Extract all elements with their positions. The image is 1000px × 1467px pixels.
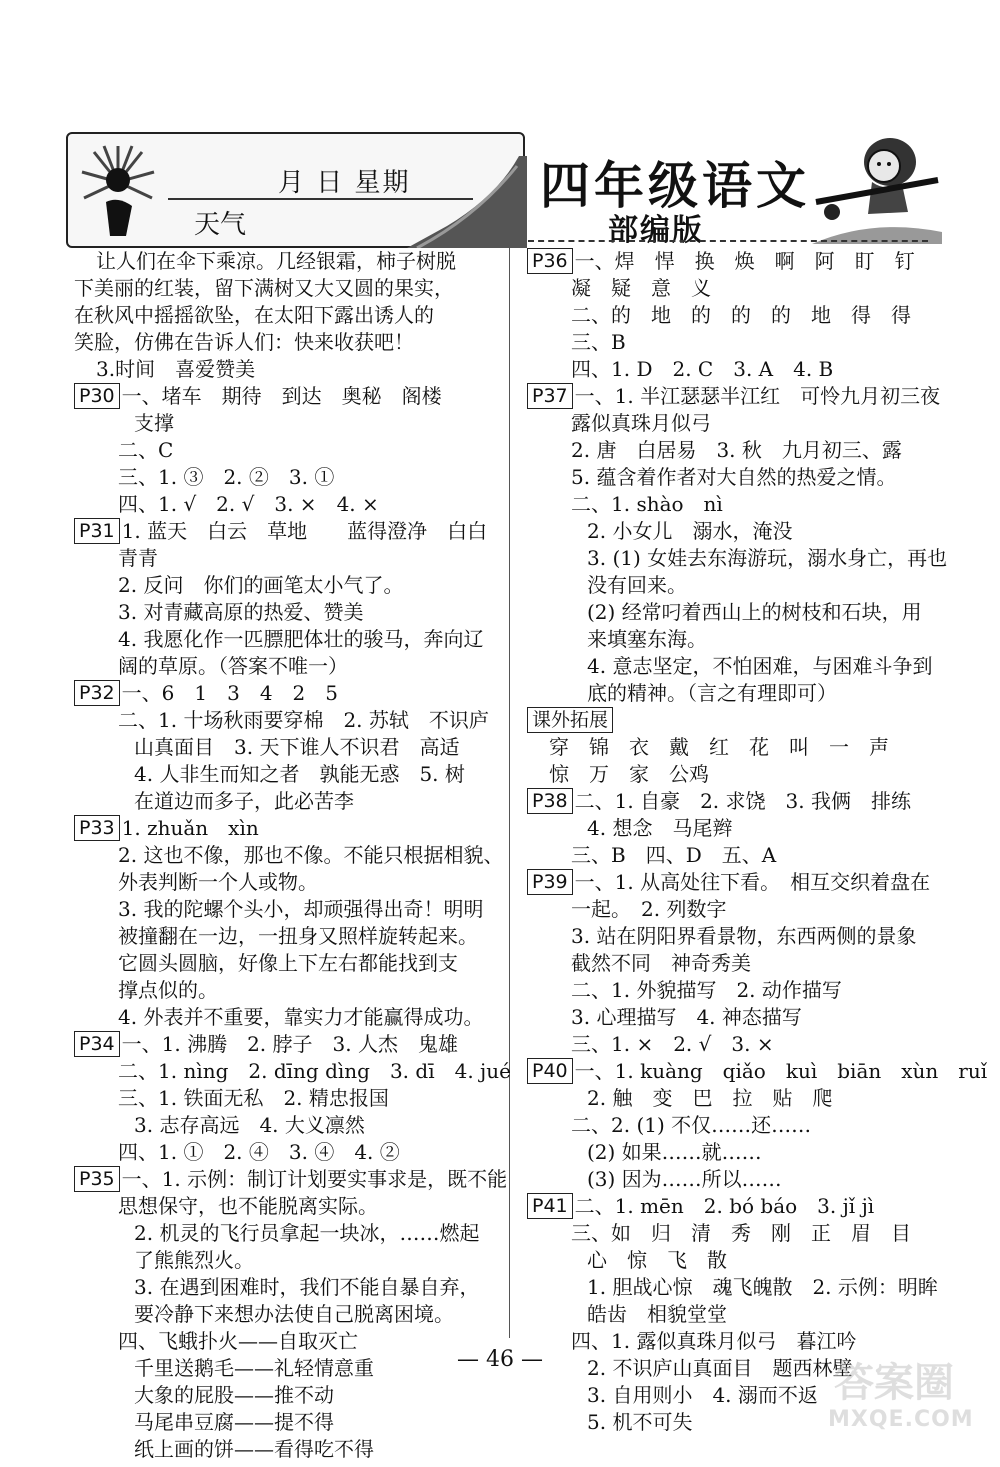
- answer-line: 一、焊 悍 换 焕 啊 阿 盯 钉: [574, 249, 915, 273]
- column-divider: [509, 248, 510, 1338]
- answer-line: 了熊熊烈火。: [134, 1248, 254, 1272]
- kid-mascot-icon: [812, 132, 942, 244]
- answer-line: 三、B 四、D 五、A: [571, 843, 777, 867]
- answer-line: 凝 疑 意 义: [571, 276, 711, 300]
- answer-line: 二、1. 十场秋雨要穿棉 2. 苏轼 不识庐: [118, 708, 489, 732]
- answer-line: 一、1. 从高处往下看。 相互交织着盘在: [574, 870, 931, 894]
- answer-line: 3. 心理描写 4. 神态描写: [571, 1005, 802, 1029]
- answer-line: 一、1. kuàng qiǎo kuì biān xùn ruǐ: [574, 1059, 988, 1083]
- answer-line: 2. 反问 你们的画笔太小气了。: [118, 573, 404, 597]
- answer-line: 没有回来。: [587, 573, 687, 597]
- header-dashed-rule: [528, 240, 928, 242]
- answer-line: 2. 唐 白居易 3. 秋 九月初三、露: [571, 438, 902, 462]
- answer-line: (2) 经常叼着西山上的树枝和石块，用: [587, 600, 922, 624]
- page-tag: P39: [527, 869, 573, 895]
- right-column: [527, 248, 988, 1436]
- answer-line: 5. 蕴含着作者对大自然的热爱之情。: [571, 465, 897, 489]
- answer-line: 马尾串豆腐——提不得: [134, 1410, 334, 1434]
- answer-section-p30: [74, 383, 496, 518]
- answer-line: 1. zhuǎn xìn: [121, 816, 259, 840]
- answer-line: 大象的屁股——推不动: [134, 1383, 334, 1407]
- answer-line: 千里送鹅毛——礼轻情意重: [134, 1356, 374, 1380]
- answer-line: 底的精神。（言之有理即可）: [587, 681, 837, 705]
- answer-line: 四、1. D 2. C 3. A 4. B: [571, 357, 834, 381]
- page-tag: P32: [74, 680, 120, 706]
- answer-section-p31: [74, 518, 496, 680]
- answer-line: 外表判断一个人或物。: [118, 870, 318, 894]
- answer-section-p36: [527, 248, 947, 383]
- answer-line: 惊 万 家 公鸡: [549, 762, 709, 786]
- answer-section-p40: [527, 1058, 988, 1193]
- answer-line: 2. 触 变 巴 拉 贴 爬: [587, 1086, 833, 1110]
- answer-line: 3. 我的陀螺个头小，却顽强得出奇！明明: [118, 897, 484, 921]
- answer-line: 四、飞蛾扑火——自取灭亡: [118, 1329, 358, 1353]
- answer-line: 一、1. 沸腾 2. 脖子 3. 人杰 鬼雄: [121, 1032, 458, 1056]
- answer-section-p39: [527, 869, 947, 1058]
- answer-line: 一、6 1 3 4 2 5: [121, 681, 338, 705]
- page-tag: P33: [74, 815, 120, 841]
- date-weather-box: [66, 132, 525, 248]
- answer-line: 3. 志存高远 4. 大义凛然: [134, 1113, 365, 1137]
- page-title: 四年级语文: [540, 157, 810, 215]
- answer-line: 穿 锦 衣 戴 红 花 叫 一 声: [549, 735, 889, 759]
- answer-line: 在道边而多子，此必苦李: [134, 789, 354, 813]
- answer-line: 露似真珠月似弓: [571, 411, 711, 435]
- answer-line: 二、1. 外貌描写 2. 动作描写: [571, 978, 842, 1002]
- answer-line: 山真面目 3. 天下谁人不识君 高适: [134, 735, 460, 759]
- answer-line: 阔的草原。（答案不唯一）: [118, 654, 348, 678]
- answer-line: 2. 机灵的飞行员拿起一块冰，……燃起: [134, 1221, 480, 1245]
- answer-line: 4. 外表并不重要，靠实力才能赢得成功。: [118, 1005, 484, 1029]
- answer-line: 2. 小女儿 溺水，淹没: [587, 519, 793, 543]
- answer-line: 要冷静下来想办法使自己脱离困境。: [134, 1302, 454, 1326]
- answer-line: 三、B: [571, 330, 626, 354]
- answer-line: 二、1. nìng 2. dīng dìng 3. dī 4. jué: [118, 1059, 511, 1083]
- page-tag: P41: [527, 1193, 573, 1219]
- answer-line: 四、1. √ 2. √ 3. × 4. ×: [118, 492, 379, 516]
- page-number: — 46 —: [457, 1347, 543, 1372]
- answer-line: 3. (1) 女娃去东海游玩，溺水身亡，再也: [587, 546, 948, 570]
- answer-line: 让人们在伞下乘凉。几经银霜，柿子树脱: [96, 249, 456, 273]
- answer-line: 截然不同 神奇秀美: [571, 951, 751, 975]
- answer-line: 2. 不识庐山真面目 题西林壁: [587, 1356, 853, 1380]
- answer-section-p33: [74, 815, 504, 1031]
- answer-line: (3) 因为……所以……: [587, 1167, 782, 1191]
- answer-line: 三、如 归 清 秀 刚 正 眉 目: [571, 1221, 911, 1245]
- answer-line: 二、1. shào nì: [571, 492, 723, 516]
- answer-line: 4. 意志坚定，不怕困难，与困难斗争到: [587, 654, 933, 678]
- answer-section-p37: [527, 383, 947, 707]
- answer-line: 心 惊 飞 散: [587, 1248, 727, 1272]
- page-tag: P35: [74, 1166, 120, 1192]
- date-label: 月 日 星期: [278, 168, 411, 198]
- answer-line: 皓齿 相貌堂堂: [587, 1302, 727, 1326]
- flower-icon: [76, 142, 160, 238]
- answer-line: 笑脸，仿佛在告诉人们：快来收获吧！: [74, 330, 414, 354]
- answer-line: 5. 机不可失: [587, 1410, 693, 1434]
- answer-line: 四、1. 露似真珠月似弓 暮江吟: [571, 1329, 857, 1353]
- page-tag: P36: [527, 248, 573, 274]
- answer-line: 4. 想念 马尾辫: [587, 816, 733, 840]
- page-tag: P34: [74, 1031, 120, 1057]
- answer-line: 一、1. 示例：制订计划要实事求是，既不能: [121, 1167, 508, 1191]
- answer-line: 三、1. × 2. √ 3. ×: [571, 1032, 774, 1056]
- watermark-top-text: 答案圈: [834, 1360, 954, 1406]
- answer-line: 一、1. 半江瑟瑟半江红 可怜九月初三夜: [574, 384, 941, 408]
- edition-label: 部编版: [608, 213, 704, 248]
- answer-line: 2. 这也不像，那也不像。不能只根据相貌、: [118, 843, 504, 867]
- page-tag: P30: [74, 383, 120, 409]
- answer-line: 思想保守，也不能脱离实际。: [118, 1194, 378, 1218]
- answer-line: 一、堵车 期待 到达 奥秘 阁楼: [121, 384, 442, 408]
- answer-line: 二、C: [118, 438, 174, 462]
- page-tag: P37: [527, 383, 573, 409]
- answer-line: 3. 自用则小 4. 溺而不返: [587, 1383, 818, 1407]
- answer-line: (2) 如果……就……: [587, 1140, 762, 1164]
- answer-line: 四、1. ① 2. ④ 3. ④ 4. ②: [118, 1140, 400, 1164]
- watermark-bottom-text: MXQE.COM: [828, 1407, 974, 1432]
- page-tag: P40: [527, 1058, 573, 1084]
- answer-line: 1. 胆战心惊 魂飞魄散 2. 示例：明眸: [587, 1275, 938, 1299]
- answer-line: 二、1. 自豪 2. 求饶 3. 我俩 排练: [574, 789, 911, 813]
- answer-line: 被撞翻在一边，一扭身又照样旋转起来。: [118, 924, 478, 948]
- answer-line: 3.时间 喜爱赞美: [96, 357, 256, 381]
- answer-line: 3. 站在阴阳界看景物，东西两侧的景象: [571, 924, 917, 948]
- answer-line: 二、2. (1) 不仅……还……: [571, 1113, 812, 1137]
- watermark-logo: [826, 1347, 976, 1447]
- page-tag: P31: [74, 518, 120, 544]
- answer-line: 纸上画的饼——看得吃不得: [134, 1437, 374, 1461]
- answer-line: 支撑: [134, 411, 174, 435]
- answer-section-p34: [74, 1031, 511, 1166]
- answer-line: 在秋风中摇摇欲坠，在太阳下露出诱人的: [74, 303, 434, 327]
- weather-label: 天气: [194, 210, 247, 240]
- page-tag: P38: [527, 788, 573, 814]
- answer-line: 青青: [118, 546, 158, 570]
- answer-line: 三、1. 铁面无私 2. 精忠报国: [118, 1086, 389, 1110]
- answer-line: 1. 蓝天 白云 草地 蓝得澄净 白白: [121, 519, 488, 543]
- answer-line: 撑点似的。: [118, 978, 218, 1002]
- answer-line: 下美丽的红装，留下满树又大又圆的果实，: [74, 276, 454, 300]
- answer-section-p38: [527, 788, 947, 869]
- answer-line: 4. 人非生而知之者 孰能无惑 5. 树: [134, 762, 465, 786]
- answer-section-extension: [527, 707, 947, 788]
- answer-section-p32: [74, 680, 496, 815]
- answer-line: 三、1. ③ 2. ② 3. ①: [118, 465, 335, 489]
- answer-line: 它圆头圆脑，好像上下左右都能找到支: [118, 951, 458, 975]
- section-tag: 课外拓展: [527, 707, 613, 733]
- answer-line: 3. 对青藏高原的热爱、赞美: [118, 600, 364, 624]
- answer-line: 4. 我愿化作一匹膘肥体壮的骏马，奔向辽: [118, 627, 484, 651]
- answer-line: 二、1. mēn 2. bó báo 3. jǐ jì: [574, 1194, 875, 1218]
- answer-section-continuation: [74, 248, 496, 383]
- swoosh-decoration: [407, 156, 527, 248]
- answer-line: 二、的 地 的 的 的 地 得 得: [571, 303, 911, 327]
- answer-line: 3. 在遇到困难时，我们不能自暴自弃，: [134, 1275, 480, 1299]
- answer-line: 来填塞东海。: [587, 627, 707, 651]
- answer-line: 一起。 2. 列数字: [571, 897, 727, 921]
